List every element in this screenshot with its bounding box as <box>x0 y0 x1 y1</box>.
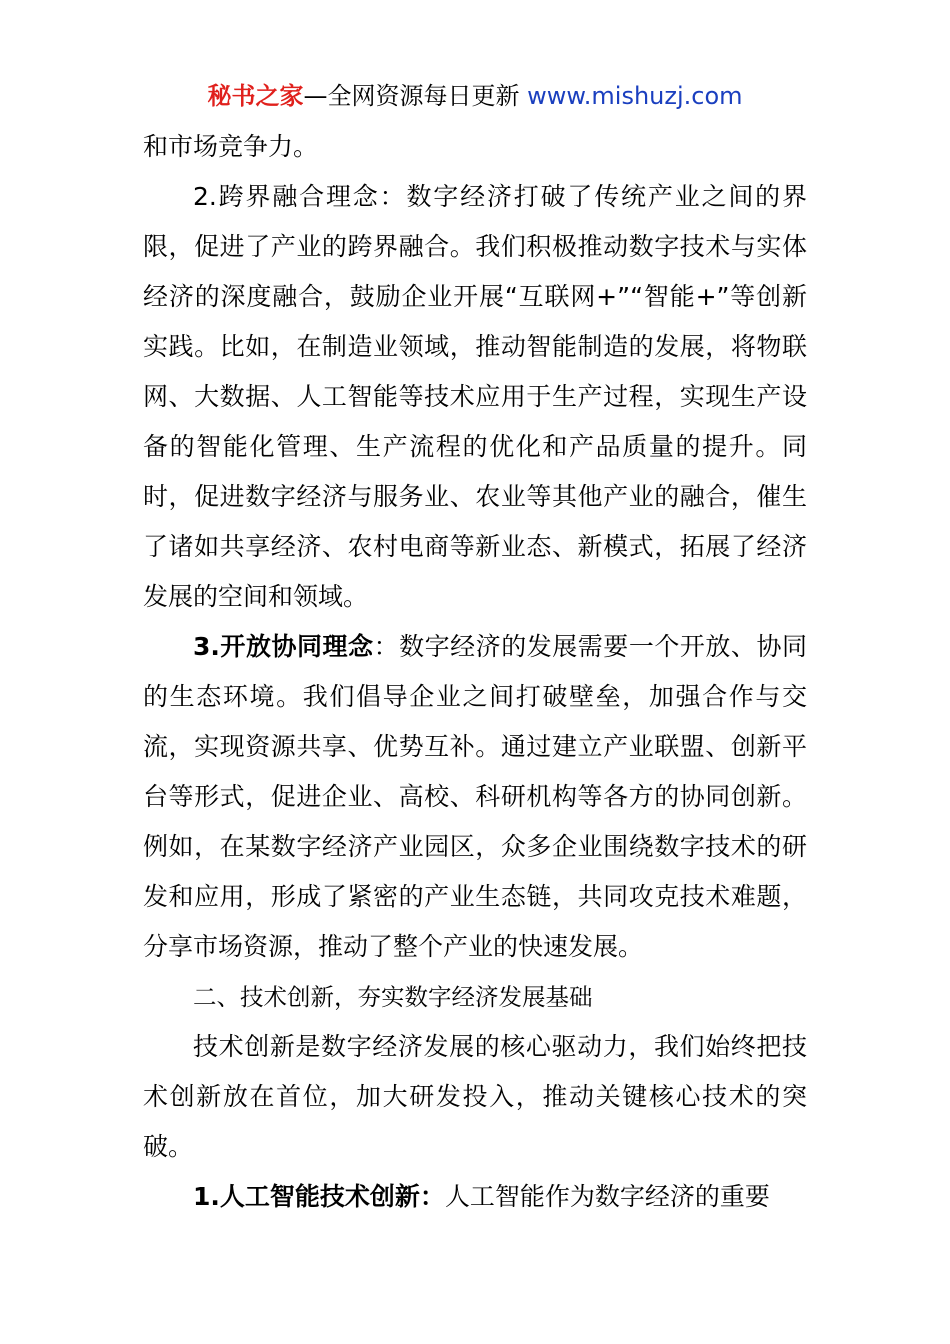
paragraph-continuation <box>143 122 807 172</box>
paragraph-open-collab <box>143 622 807 972</box>
document-body <box>143 122 807 1222</box>
paragraph-tech-innovation <box>143 1022 807 1172</box>
paragraph-cross-border <box>143 172 807 622</box>
section-heading <box>143 972 807 1022</box>
paragraph-text: 技术创新是数字经济发展的核心驱动力，我们始终把技术创新放在首位，加大研发投入，推动关键核心技术的突破。 <box>143 1032 807 1161</box>
paragraph-ai-innovation <box>143 1172 807 1222</box>
brand-name: 秘书之家 <box>207 82 304 110</box>
section-heading-text: 二、技术创新，夯实数字经济发展基础 <box>193 983 593 1011</box>
site-header <box>0 78 950 114</box>
paragraph-text: 人工智能作为数字经济的重要 <box>444 1182 770 1211</box>
site-url-link[interactable]: www.mishuzj.com <box>527 82 743 110</box>
paragraph-text: 2.跨界融合理念：数字经济打破了传统产业之间的界限，促进了产业的跨界融合。我们积极推动数字技术与实体经济的深度融合，鼓励企业开展“互联网+”“智能+”等创新实践。比如，在制造业领域，推动智能制造的发展，将物联网、大数据、人工智能等技术应用于生产过程，实现生产设备的智能化管理、生产流程的优化和产品质量的提升。同时，促进数字经济与服务业、农业等其他产业的融合，催生了诸如共享经济、农村电商等新业态、新模式，拓展了经济发展的空间和领域。 <box>143 182 807 611</box>
paragraph-lead: 3.开放协同理念 <box>193 632 374 661</box>
header-tagline: —全网资源每日更新 <box>303 82 520 110</box>
paragraph-lead: 1.人工智能技术创新： <box>193 1182 445 1211</box>
paragraph-text: 和市场竞争力。 <box>143 132 319 161</box>
paragraph-text: ：数字经济的发展需要一个开放、协同的生态环境。我们倡导企业之间打破壁垒，加强合作与交流，实现资源共享、优势互补。通过建立产业联盟、创新平台等形式，促进企业、高校、科研机构等各方的协同创新。例如，在某数字经济产业园区，众多企业围绕数字技术的研发和应用，形成了紧密的产业生态链，共同攻克技术难题，分享市场资源，推动了整个产业的快速发展。 <box>143 632 807 961</box>
